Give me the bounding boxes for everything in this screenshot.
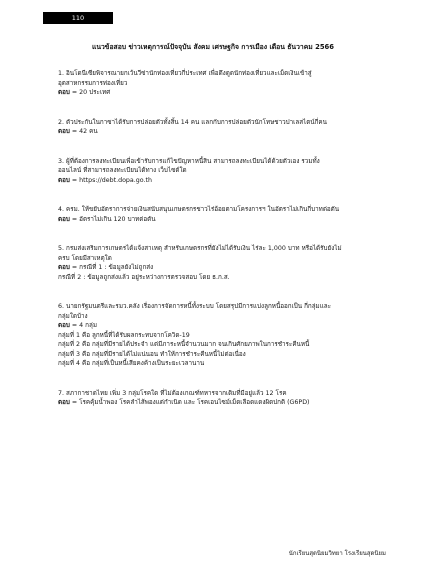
question-text: 3. ผู้ที่ต้องการลงทะเบียนเพื่อเข้ารับการแก้ไขปัญหาหนี้สิน สามารถลงทะเบียนได้ด้วยตัวเอง รวมทั้ง bbox=[58, 157, 320, 165]
answer-line bbox=[58, 88, 386, 98]
answer-line bbox=[58, 398, 386, 408]
page-title: แนวข้อสอบ ข่าวเหตุการณ์ปัจจุบัน สังคม เศรษฐกิจ การเมือง เดือน ธันวาคม 2566 bbox=[91, 43, 335, 51]
answer-text: = 42 คน bbox=[71, 128, 98, 135]
question-item bbox=[58, 389, 386, 408]
answer-detail: กรณีที่ 2 : ข้อมูลถูกส่งแล้ว อยู่ระหว่างการตรวจสอบ โดย ธ.ก.ส. bbox=[58, 273, 230, 281]
question-item bbox=[58, 69, 386, 98]
question-text: 2. ตัวประกันในกาซาได้รับการปล่อยตัวทั้งสิ้น 14 คน แลกกับการปล่อยตัวนักโทษชาวปาเลสไตน์กี่คน bbox=[58, 118, 327, 126]
answer-label: ตอบ bbox=[58, 399, 70, 406]
answer-text: = กรณีที่ 1 : ข้อมูลยังไม่ถูกส่ง bbox=[71, 264, 154, 271]
question-text: อุตสาหกรรมการท่องเที่ยว bbox=[58, 79, 128, 87]
question-text: 7. สภากาชาดไทย เพิ่ม 3 กลุ่มโรคใด ที่ไม่ต้องเกณฑ์ทหารจากเดิมที่มีอยู่แล้ว 12 โรค bbox=[58, 389, 287, 397]
answer-line bbox=[58, 176, 386, 186]
question-list bbox=[58, 69, 386, 428]
footer: นักเรียนสุดนิยมวิทยา โรงเรียนสุดนิยม bbox=[288, 550, 386, 557]
answer-label: ตอบ bbox=[58, 264, 70, 271]
answer-line bbox=[58, 127, 386, 137]
question-text: 1. อินโดนีเซียพิจารณายกเว้นวีซ่านักท่องเที่ยวกี่ประเทศ เพื่อดึงดูดนักท่องเที่ยวและเม็ดเงินเข้าสู่ bbox=[58, 70, 312, 77]
question-item bbox=[58, 244, 386, 282]
question-item bbox=[58, 157, 386, 186]
answer-text: = https://debt.dopa.go.th bbox=[71, 176, 152, 184]
answer-text: = 4 กลุ่ม bbox=[71, 322, 97, 329]
answer-label: ตอบ bbox=[58, 89, 70, 96]
question-text: 4. ครม. ให้ขยับอัตราการจ่ายเงินสนับสนุนเกษตรกรชาวไร่อ้อยตามโครงการฯ ในอัตราไม่เกินกี่บาทต่อตัน bbox=[58, 206, 340, 213]
answer-detail: กลุ่มที่ 3 คือ กลุ่มที่มีรายได้ไม่แน่นอน ทำให้การชำระคืนหนี้ไม่ต่อเนื่อง bbox=[58, 350, 246, 358]
question-text: ออนไลน์ ที่สามารถลงทะเบียนได้ทาง เว็บไซต์ใด bbox=[58, 167, 187, 174]
answer-line bbox=[58, 321, 386, 331]
answer-text: = 20 ประเทศ bbox=[71, 89, 111, 96]
question-item bbox=[58, 118, 386, 137]
answer-label: ตอบ bbox=[58, 215, 70, 223]
answer-line bbox=[58, 215, 386, 225]
answer-label: ตอบ bbox=[58, 176, 70, 184]
answer-text: = โรคคุ้มน้ำพอง โรคลำไส้พองแต่กำเนิด และ โรคเอนไซม์เม็ดเลือดแดงผิดปกติ (G6PD) bbox=[71, 399, 310, 406]
page-number: 110 bbox=[43, 12, 113, 24]
question-text: 5. กรมส่งเสริมการเกษตรได้แจ้งสาเหตุ สำหรับเกษตรกรที่ยังไม่ได้รับเงิน ไร่ละ 1,000 บาท หรือได้รับยังไม่ bbox=[58, 245, 342, 252]
answer-line bbox=[58, 263, 386, 273]
answer-label: ตอบ bbox=[58, 128, 70, 135]
question-item bbox=[58, 302, 386, 369]
question-text: ครบ โดยมีสาเหตุใด bbox=[58, 254, 112, 262]
answer-detail: กลุ่มที่ 2 คือ กลุ่มที่มีรายได้ประจำ แต่มีภาระหนี้จำนวนมาก จนเกินศักยภาพในการชำระคืนหนี้ bbox=[58, 341, 310, 348]
answer-text: = อัตราไม่เกิน 120 บาทต่อตัน bbox=[71, 215, 156, 223]
answer-detail: กลุ่มที่ 4 คือ กลุ่มที่เป็นหนี้เสียคงค้างเป็นระยะเวลานาน bbox=[58, 360, 205, 367]
question-text: กลุ่มใดบ้าง bbox=[58, 312, 88, 320]
answer-label: ตอบ bbox=[58, 322, 70, 329]
answer-detail: กลุ่มที่ 1 คือ ลูกหนี้ที่ได้รับผลกระทบจากโควิด-19 bbox=[58, 331, 190, 339]
question-item bbox=[58, 205, 386, 224]
question-text: 6. นายกรัฐมนตรีและรมว.คลัง เรื่องการจัดการหนี้ทั้งระบบ โดยสรุปมีการแบ่งลูกหนี้ออกเป็น กี่กลุ่มและ bbox=[58, 303, 332, 310]
